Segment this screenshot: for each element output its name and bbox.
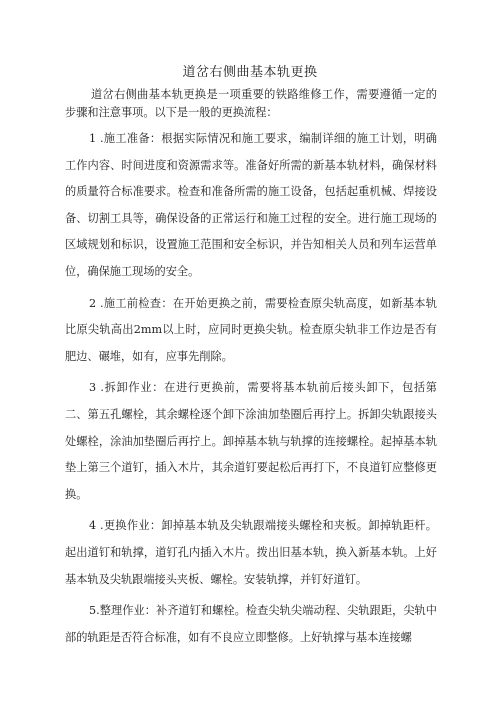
document-body [65, 86, 437, 651]
section-replacement: 4 .更换作业：卸掉基本轨及尖轨跟端接头螺栓和夹板。卸掉轨距杆。起出道钉和轨撑，道钉孔内插入木片。拨出旧基本轨，换入新基本轨。上好基本轨及尖轨跟端接头夹板、螺栓。安装轨撑，并钉好道钉。 [65, 519, 437, 586]
intro-paragraph: 道岔右侧曲基本轨更换是一项重要的铁路维修工作，需要遵循一定的步骤和注意事项。以下是一般的更换流程： [65, 88, 437, 119]
document-title: 道岔右侧曲基本轨更换 [182, 65, 318, 80]
section-finishing: 5.整理作业：补齐道钉和螺栓。检查尖轨尖端动程、尖轨跟距，尖轨中部的轨距是否符合标准，如有不良应立即整修。上好轨撑与基本连接螺 [65, 604, 437, 644]
section-pre-construction-inspection: 2 .施工前检查：在开始更换之前，需要检查原尖轨高度，如新基本轨比原尖轨高出2mm以上时，应同时更换尖轨。检查原尖轨非工作边是否有肥边、碾堆，如有，应事先削除。 [65, 296, 437, 363]
section-construction-preparation: 1 .施工准备：根据实际情况和施工要求，编制详细的施工计划，明确工作内容、时间进度和资源需求等。准备好所需的新基本轨材料，确保材料的质量符合标准要求。检查和准备所需的施工设备，包括起重机械、焊接设备、切割工具等，确保设备的正常运行和施工过程的安全。进行施工现场的区域规划和标识，设置施工范围和安全标识，并告知相关人员和列车运营单位，确保施工现场的安全。 [65, 132, 437, 278]
section-disassembly: 3 .拆卸作业：在进行更换前，需要将基本轨前后接头卸下，包括第二、第五孔螺栓，其余螺栓逐个卸下涂油加垫圈后再拧上。拆卸尖轨跟接头处螺栓，涂油加垫圈后再拧上。卸掉基本轨与轨撑的连接螺栓。起掉基本轨垫上第三个道钉，插入木片，其余道钉要起松后再打下，不良道钉应整修更换。 [65, 381, 437, 501]
